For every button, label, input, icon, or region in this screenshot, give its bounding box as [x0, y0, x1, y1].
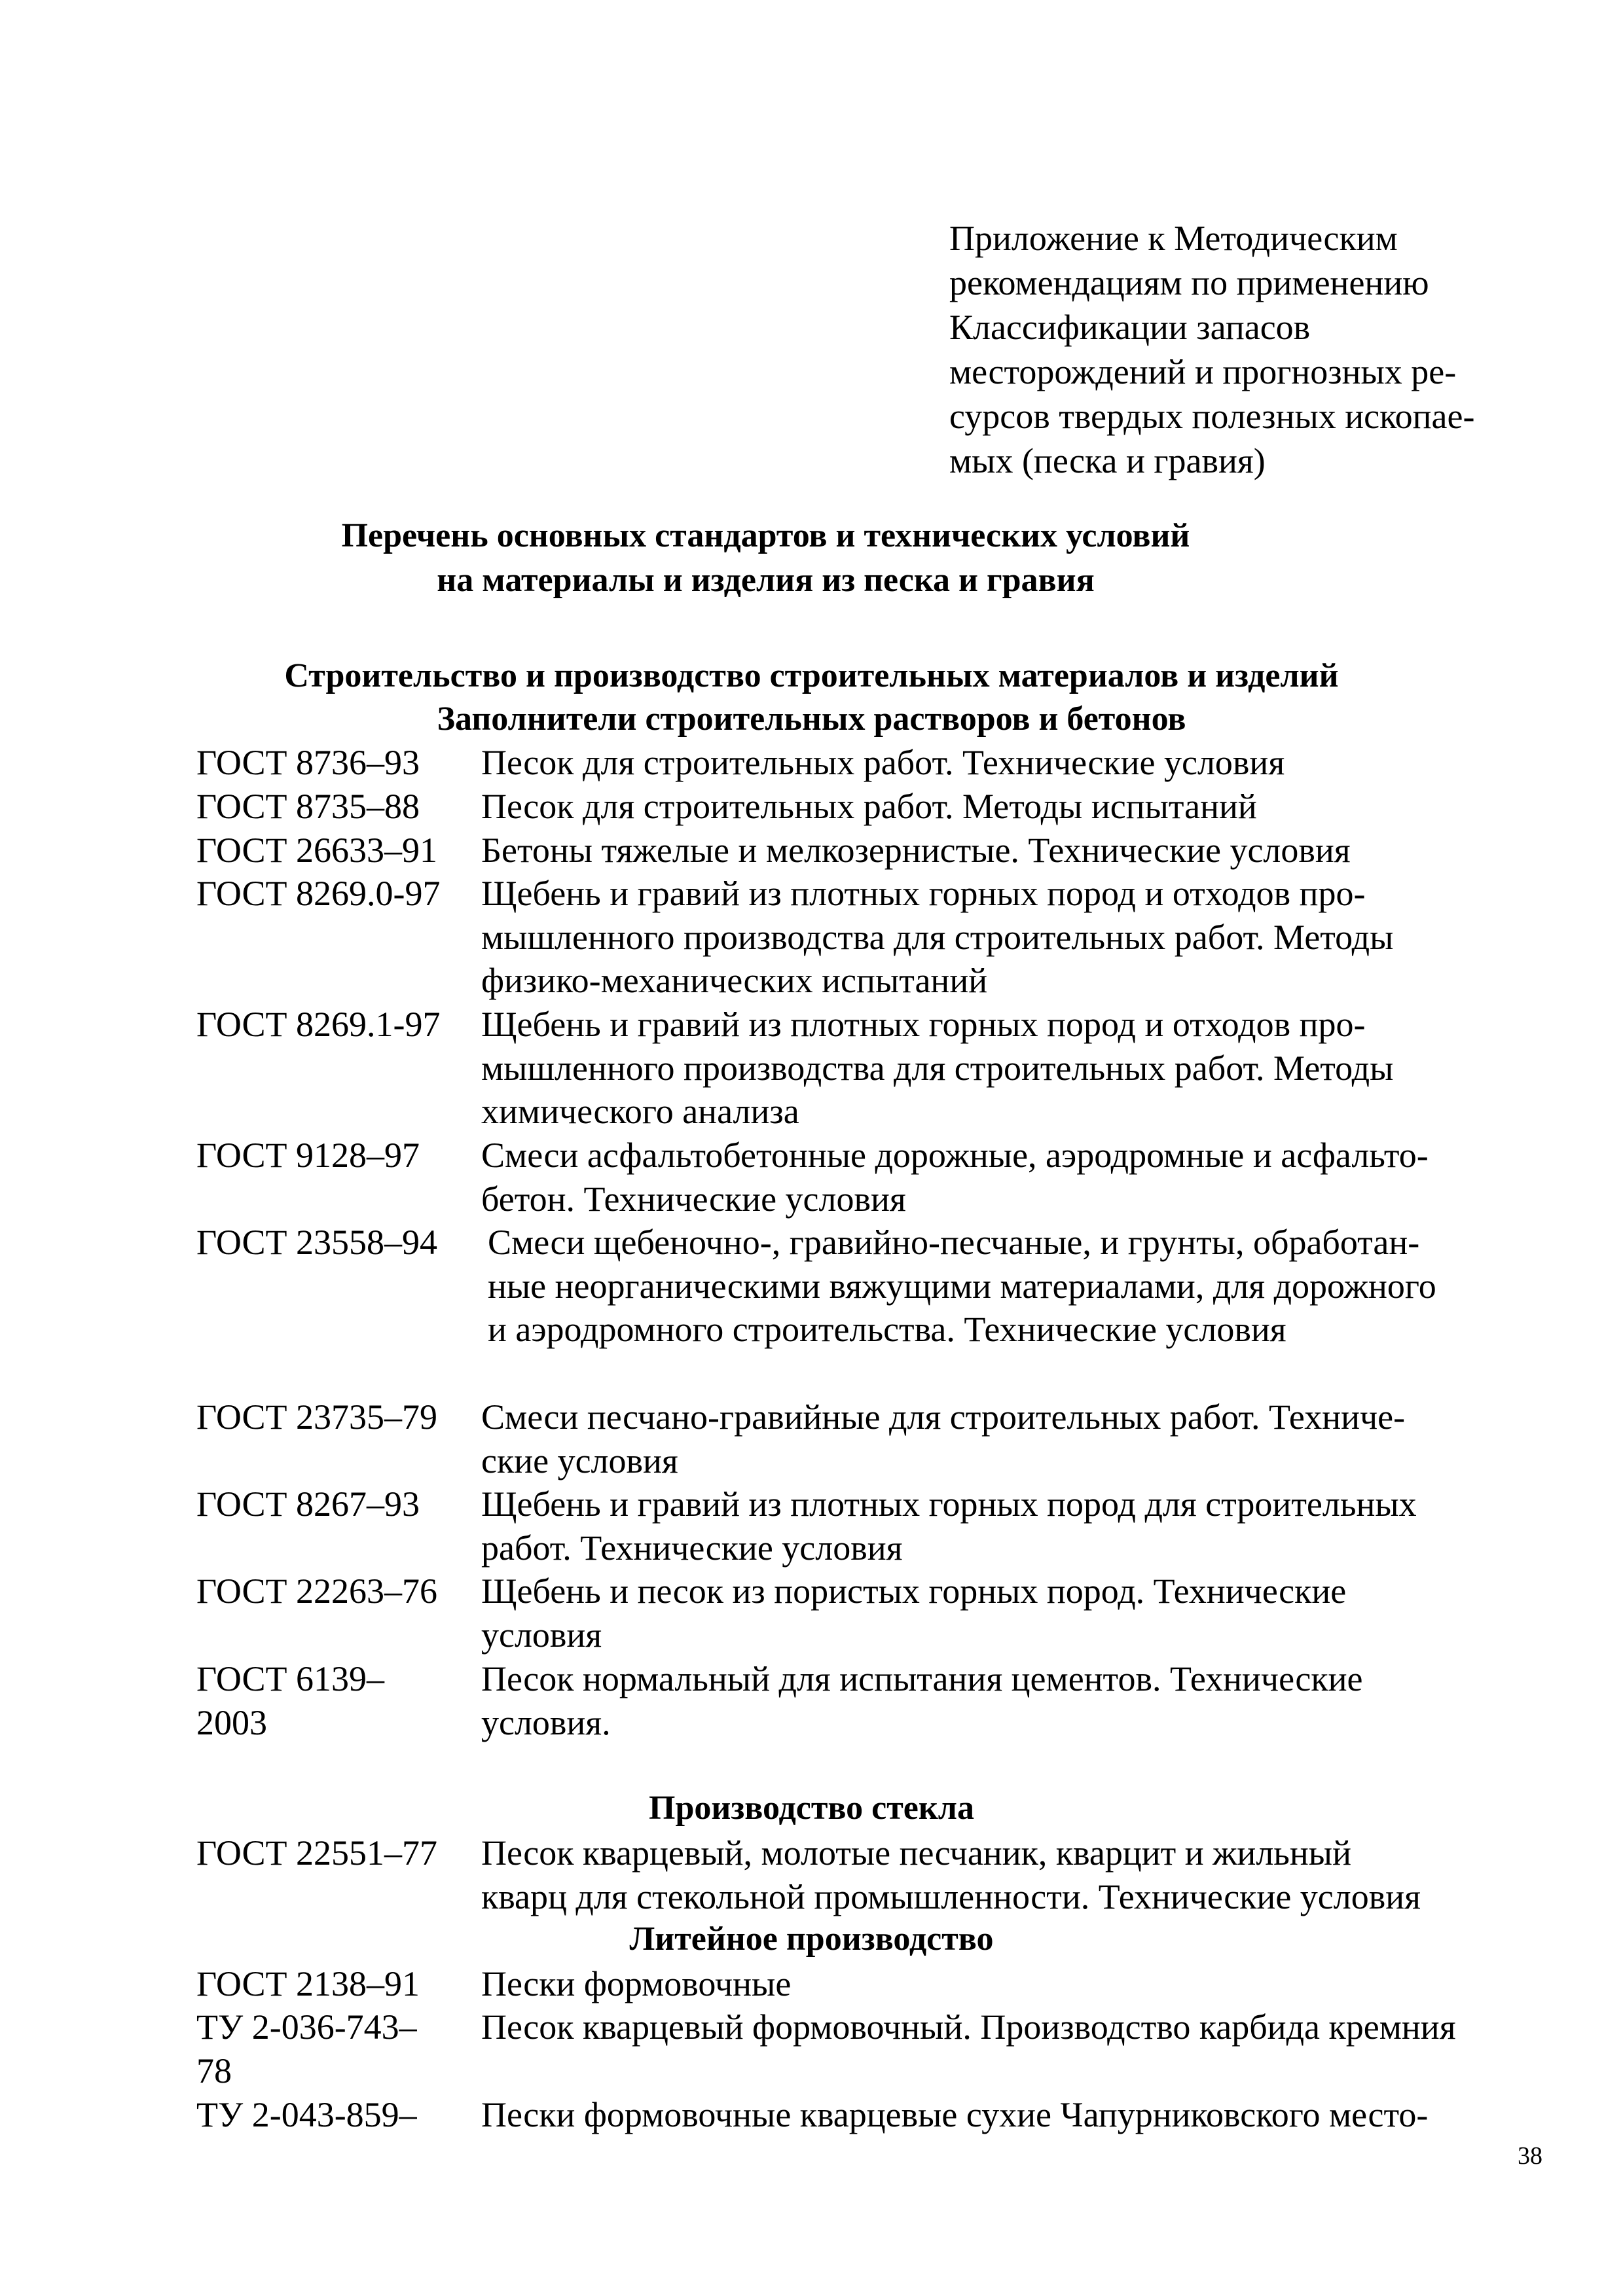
annotation-line: сурсов твердых полезных ископае- [949, 397, 1475, 436]
standard-description [481, 1395, 1405, 1482]
standard-description [481, 1657, 1362, 1744]
section-heading-glass: Производство стекла [649, 1789, 974, 1827]
standard-code: ГОСТ 2138–91 [196, 1964, 420, 2003]
description-line: физико-механических испытаний [481, 961, 988, 1000]
description-line: работ. Технические условия [481, 1528, 903, 1568]
annotation-line: мых (песка и гравия) [949, 441, 1266, 480]
section-heading-construction: Строительство и производство строительных материалов и изделий [284, 657, 1339, 694]
description-line: Песок нормальный для испытания цементов. Технические [481, 1659, 1363, 1698]
description-line: ские условия [481, 1441, 678, 1480]
description-line: химического анализа [481, 1092, 799, 1131]
description-line: мышленного производства для строительных работ. Методы [481, 1048, 1394, 1088]
standard-description [481, 2093, 1428, 2137]
description-line: Песок для строительных работ. Методы испытаний [481, 787, 1257, 826]
standard-description [481, 829, 1351, 872]
description-line: бетон. Технические условия [481, 1179, 906, 1219]
standard-code: ГОСТ 8735–88 [196, 787, 420, 826]
standard-description [481, 1570, 1346, 1657]
description-line: ные неорганическими вяжущими материалами, для дорожного [488, 1266, 1436, 1306]
description-line: Смеси щебеночно-, гравийно-песчаные, и грунты, обработан- [488, 1223, 1420, 1262]
standard-code: ГОСТ 22263–76 [196, 1571, 438, 1611]
standard-description [481, 1003, 1393, 1134]
title-line: на материалы и изделия из песка и гравия [437, 562, 1095, 599]
standard-code: ГОСТ 6139– 2003 [196, 1659, 385, 1742]
annotation-line: Классификации запасов [949, 308, 1311, 347]
standard-code: ГОСТ 8736–93 [196, 743, 420, 782]
standard-code: ГОСТ 9128–97 [196, 1136, 420, 1175]
description-line: Смеси песчано-гравийные для строительных работ. Техниче- [481, 1397, 1406, 1437]
standard-code: ГОСТ 26633–91 [196, 831, 438, 870]
description-line: Песок для строительных работ. Технические условия [481, 743, 1285, 782]
description-line: Щебень и песок из пористых горных пород. Технические [481, 1571, 1347, 1611]
standard-description [481, 872, 1393, 1003]
standard-code: ГОСТ 8269.1-97 [196, 1005, 441, 1044]
description-line: Смеси асфальтобетонные дорожные, аэродромные и асфальто- [481, 1136, 1429, 1175]
standard-description [481, 1482, 1417, 1570]
description-line: Пески формовочные кварцевые сухие Чапурниковского место- [481, 2095, 1429, 2134]
standard-code: ГОСТ 22551–77 [196, 1833, 438, 1873]
annotation-line: месторождений и прогнозных ре- [949, 352, 1457, 391]
standard-code: ГОСТ 23558–94 [196, 1223, 438, 1262]
annotation-line: рекомендациям по применению [949, 263, 1429, 302]
description-line: Бетоны тяжелые и мелкозернистые. Технические условия [481, 831, 1351, 870]
description-line: Пески формовочные [481, 1964, 792, 2003]
section-heading-foundry: Литейное производство [629, 1920, 994, 1958]
standard-code: ТУ 2-043-859– [196, 2095, 417, 2134]
title-line: Перечень основных стандартов и технических условий [341, 517, 1190, 554]
standard-description [481, 741, 1285, 785]
standard-code: ГОСТ 23735–79 [196, 1397, 438, 1437]
description-line: кварц для стекольной промышленности. Технические условия [481, 1876, 1421, 1916]
standard-description [481, 1134, 1429, 1221]
description-line: и аэродромного строительства. Технические условия [488, 1310, 1286, 1349]
standard-description [488, 1221, 1436, 1352]
document-title [0, 514, 1623, 603]
description-line: Щебень и гравий из плотных горных пород и отходов про- [481, 874, 1366, 913]
description-line: Песок кварцевый, молотые песчаник, кварцит и жильный [481, 1833, 1351, 1873]
standard-description [481, 2005, 1456, 2049]
standard-code: ГОСТ 8267–93 [196, 1484, 420, 1524]
description-line: Песок кварцевый формовочный. Производство карбида кремния [481, 2007, 1456, 2047]
description-line: Щебень и гравий из плотных горных пород и отходов про- [481, 1005, 1366, 1044]
annotation-line: Приложение к Методическим [949, 219, 1398, 258]
section-subheading-aggregates: Заполнители строительных растворов и бетонов [437, 700, 1186, 738]
appendix-annotation [949, 216, 1539, 483]
standard-code: ГОСТ 8269.0-97 [196, 874, 441, 913]
page-number: 38 [1518, 2142, 1542, 2170]
description-line: Щебень и гравий из плотных горных пород для строительных [481, 1484, 1417, 1524]
description-line: условия. [481, 1702, 611, 1742]
standard-description [481, 1831, 1421, 1918]
standard-description [481, 785, 1257, 829]
description-line: условия [481, 1615, 602, 1655]
standard-code: ТУ 2-036-743– 78 [196, 2007, 417, 2090]
description-line: мышленного производства для строительных работ. Методы [481, 917, 1394, 957]
standard-description [481, 1962, 791, 2006]
